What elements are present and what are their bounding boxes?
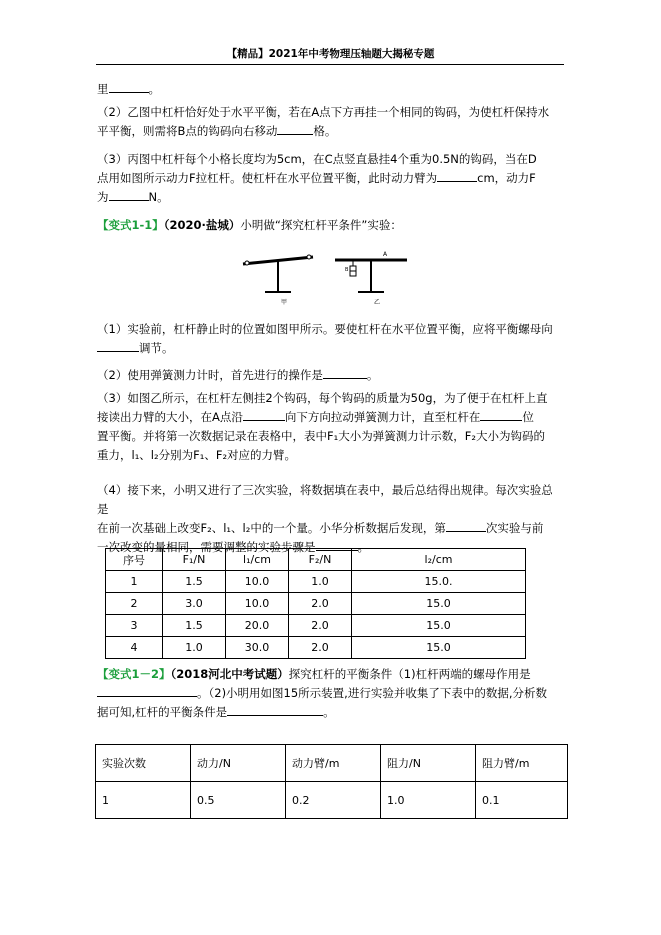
answer-blank[interactable] — [446, 519, 486, 532]
lever-jia — [243, 255, 313, 306]
answer-blank[interactable] — [437, 169, 477, 182]
answer-blank[interactable] — [97, 339, 139, 352]
cell: 1 — [96, 782, 191, 819]
cell: 0.5 — [191, 782, 286, 819]
cell: 1.0 — [289, 571, 352, 593]
header-cell: l₁/cm — [226, 549, 289, 571]
data-table-2 — [95, 744, 568, 819]
cell: 4 — [106, 637, 163, 659]
lever-figure — [235, 248, 415, 308]
header-cell: 动力/N — [191, 745, 286, 782]
text: 次实验与前 — [485, 521, 544, 535]
text: （3）如图乙所示，在杠杆左侧挂2个钩码，每个钩码的质量为50g，为了便于在杠杆上直 — [97, 391, 548, 405]
data-table-1 — [105, 548, 526, 659]
paragraph-line — [97, 80, 563, 99]
cell: 1.0 — [381, 782, 476, 819]
question-2 — [97, 103, 563, 141]
text: （2）乙图中杠杆恰好处于水平平衡，若在A点下方再挂一个相同的钩码，为使杠杆保持水 — [97, 105, 550, 119]
cell: 20.0 — [226, 615, 289, 637]
text: 。 — [366, 368, 379, 382]
cell: 2.0 — [289, 593, 352, 615]
table-row — [106, 571, 526, 593]
text: 里 — [97, 82, 109, 96]
header-divider — [96, 64, 564, 65]
table-row — [106, 615, 526, 637]
cell: 10.0 — [226, 571, 289, 593]
header-cell: 动力臂/m — [286, 745, 381, 782]
variant-1-1-heading — [97, 216, 563, 235]
label-a: A — [383, 251, 388, 258]
cell: 15.0 — [352, 637, 526, 659]
text: 。 — [323, 705, 335, 719]
header-cell: F₁/N — [163, 549, 226, 571]
text: 据可知,杠杆的平衡条件是 — [97, 705, 228, 719]
cell: 2.0 — [289, 637, 352, 659]
cell: 1.5 — [163, 571, 226, 593]
text: 位 — [522, 410, 534, 424]
table-header-row — [96, 745, 568, 782]
header-cell: 阻力/N — [381, 745, 476, 782]
page-header: 【精品】2021年中考物理压轴题大揭秘专题 — [226, 48, 435, 60]
cell: 15.0 — [352, 615, 526, 637]
text: 在前一次基础上改变F₂、l₁、l₂中的一个量。小华分析数据后发现，第 — [97, 521, 446, 535]
header-cell: 阻力臂/m — [476, 745, 568, 782]
answer-blank[interactable] — [109, 188, 149, 201]
variant-1-2 — [97, 665, 563, 722]
answer-blank[interactable] — [323, 366, 367, 379]
text: （4）接下来，小明又进行了三次实验，将数据填在表中，最后总结得出规律。每次实验总是 — [97, 483, 553, 516]
q2 — [97, 366, 563, 385]
cell: 2 — [106, 593, 163, 615]
q4 — [97, 481, 563, 557]
header-cell: F₂/N — [289, 549, 352, 571]
cell: 1.5 — [163, 615, 226, 637]
text: 调节。 — [139, 341, 174, 355]
text: （2）使用弹簧测力计时，首先进行的操作是 — [97, 368, 323, 382]
lever-yi — [335, 251, 407, 306]
text: 平平衡，则需将B点的钩码向右移动 — [97, 124, 278, 138]
text: 小明做“探究杠杆平条件”实验： — [240, 218, 402, 232]
text: cm，动力F — [477, 171, 536, 185]
header-cell: l₂/cm — [352, 549, 526, 571]
source: （2018河北中考试题） — [170, 667, 289, 681]
cell: 0.2 — [286, 782, 381, 819]
cell: 0.1 — [476, 782, 568, 819]
answer-blank[interactable] — [277, 122, 313, 135]
answer-blank[interactable] — [97, 684, 197, 697]
text: 。（2)小明用如图15所示装置,进行实验并收集了下表中的数据,分析数 — [197, 686, 547, 700]
table-row — [96, 782, 568, 819]
text: 为 — [97, 190, 109, 204]
cell: 2.0 — [289, 615, 352, 637]
answer-blank[interactable] — [109, 80, 149, 93]
header-cell: 序号 — [106, 549, 163, 571]
text: 接读出力臂的大小，在A点沿 — [97, 410, 243, 424]
question-3 — [97, 150, 563, 207]
cell: 3 — [106, 615, 163, 637]
text: 。 — [357, 540, 369, 554]
text: N。 — [148, 190, 169, 204]
table-header-row — [106, 549, 526, 571]
header-cell: 实验次数 — [96, 745, 191, 782]
table-row — [106, 637, 526, 659]
cell: 10.0 — [226, 593, 289, 615]
variant-tag: 【变式1－2】 — [97, 667, 171, 681]
answer-blank[interactable] — [480, 408, 522, 421]
text: （1）实验前，杠杆静止时的位置如图甲所示。要使杠杆在水平位置平衡，应将平衡螺母向 — [97, 322, 553, 336]
text: 重力，l₁、l₂分别为F₁、F₂对应的力臂。 — [97, 448, 297, 462]
cell: 15.0. — [352, 571, 526, 593]
label-jia: 甲 — [281, 299, 288, 306]
text: （3）丙图中杠杆每个小格长度均为5cm，在C点竖直悬挂4个重为0.5N的钩码，当在D — [97, 152, 537, 166]
text: 格。 — [313, 124, 337, 138]
text: 置平衡。并将第一次数据记录在表格中，表中F₁大小为弹簧测力计示数，F₂大小为钩码的 — [97, 429, 545, 443]
label-b: B — [345, 267, 349, 273]
cell: 15.0 — [352, 593, 526, 615]
text: 一次改变的量相同，需要调整的实验步骤是 — [97, 540, 316, 554]
answer-blank[interactable] — [227, 703, 323, 716]
table-row — [106, 593, 526, 615]
variant-tag: 【变式1-1】 — [97, 218, 164, 232]
answer-blank[interactable] — [243, 408, 285, 421]
q3 — [97, 389, 563, 465]
cell: 30.0 — [226, 637, 289, 659]
cell: 1 — [106, 571, 163, 593]
text: 向下方向拉动弹簧测力计，直至杠杆在 — [284, 410, 481, 424]
text: 点用如图所示动力F拉杠杆。使杠杆在水平位置平衡，此时动力臂为 — [97, 171, 438, 185]
cell: 1.0 — [163, 637, 226, 659]
label-yi: 乙 — [374, 299, 381, 306]
source: （2020·盐城） — [163, 218, 241, 232]
text: 。 — [148, 82, 160, 96]
text: 探究杠杆的平衡条件（1)杠杆两端的螺母作用是 — [288, 667, 531, 681]
q1 — [97, 320, 563, 358]
cell: 3.0 — [163, 593, 226, 615]
